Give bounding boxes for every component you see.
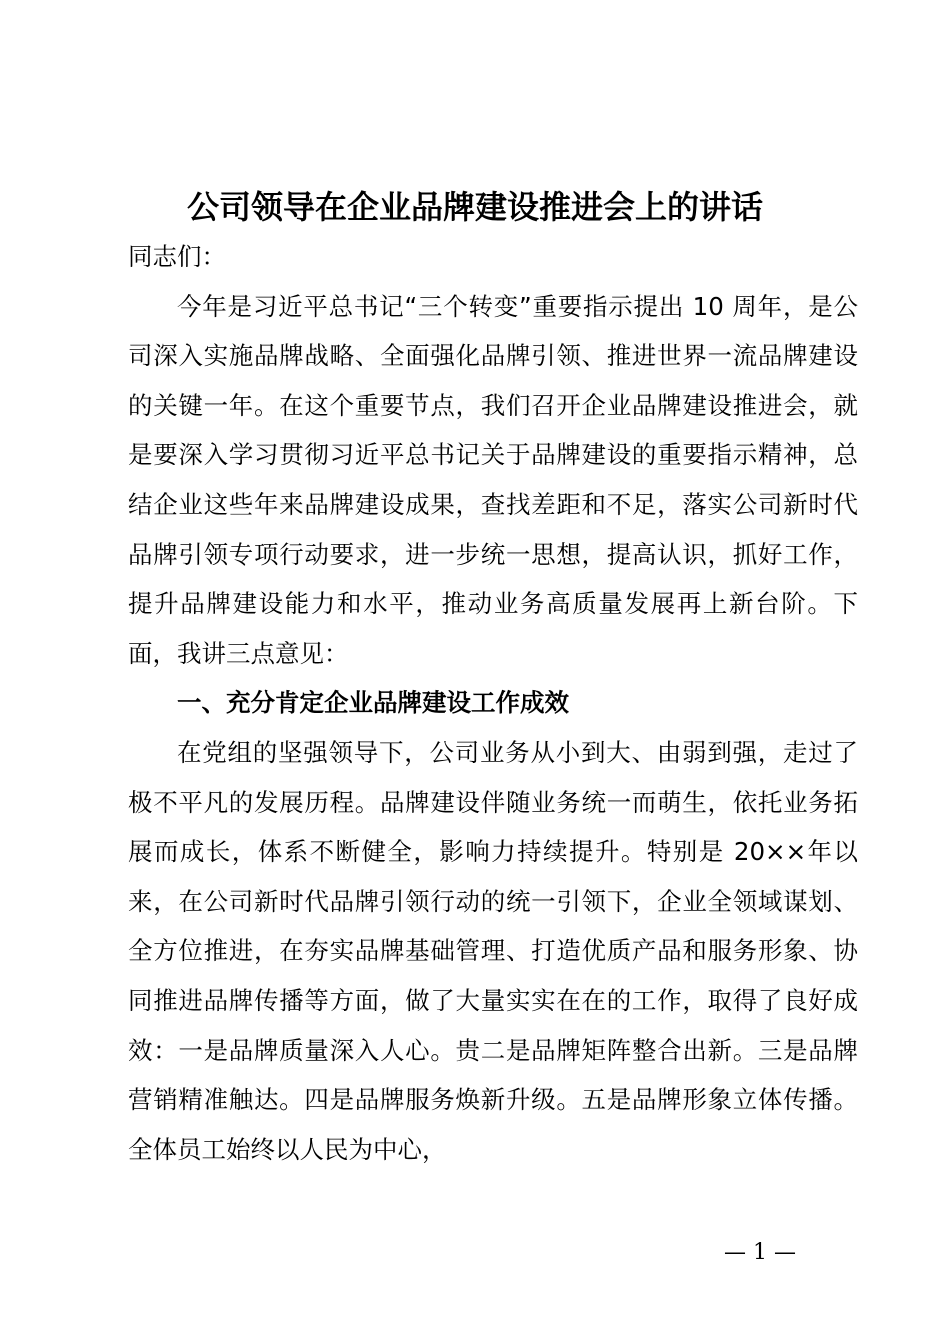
section-paragraph: 在党组的坚强领导下，公司业务从小到大、由弱到强，走过了极不平凡的发展历程。品牌建设伴随业务统一而萌生，依托业务拓展而成长，体系不断健全，影响力持续提升。特别是 20××年以来，在公司新时代品牌引领行动的统一引领下，企业全领域谋划、全方位推进，在夯实品牌基础管理、打造优质产品和服务形象、协同推进品牌传播等方面，做了大量实实在在的工作，取得了良好成效：一是品牌质量深入人心。贵二是品牌矩阵整合出新。三是品牌营销精准触达。四是品牌服务焕新升级。五是品牌形象立体传播。全体员工始终以人民为中心， — [128, 737, 858, 1164]
document-title: 公司领导在企业品牌建设推进会上的讲话 — [186, 188, 763, 226]
intro-paragraph: 今年是习近平总书记“三个转变”重要指示提出 10 周年，是公司深入实施品牌战略、全面强化品牌引领、推进世界一流品牌建设的关键一年。在这个重要节点，我们召开企业品牌建设推进会，就是要深入学习贯彻习近平总书记关于品牌建设的重要指示精神，总结企业这些年来品牌建设成果，查找差距和不足，落实公司新时代品牌引领专项行动要求，进一步统一思想，提高认识，抓好工作，提升品牌建设能力和水平，推动业务高质量发展再上新台阶。下面，我讲三点意见： — [128, 291, 858, 668]
page-number: — 1 — — [724, 1240, 796, 1265]
section-heading: 一、充分肯定企业品牌建设工作成效 — [177, 688, 569, 718]
document-body — [128, 232, 858, 1174]
greeting: 同志们： — [128, 242, 226, 271]
